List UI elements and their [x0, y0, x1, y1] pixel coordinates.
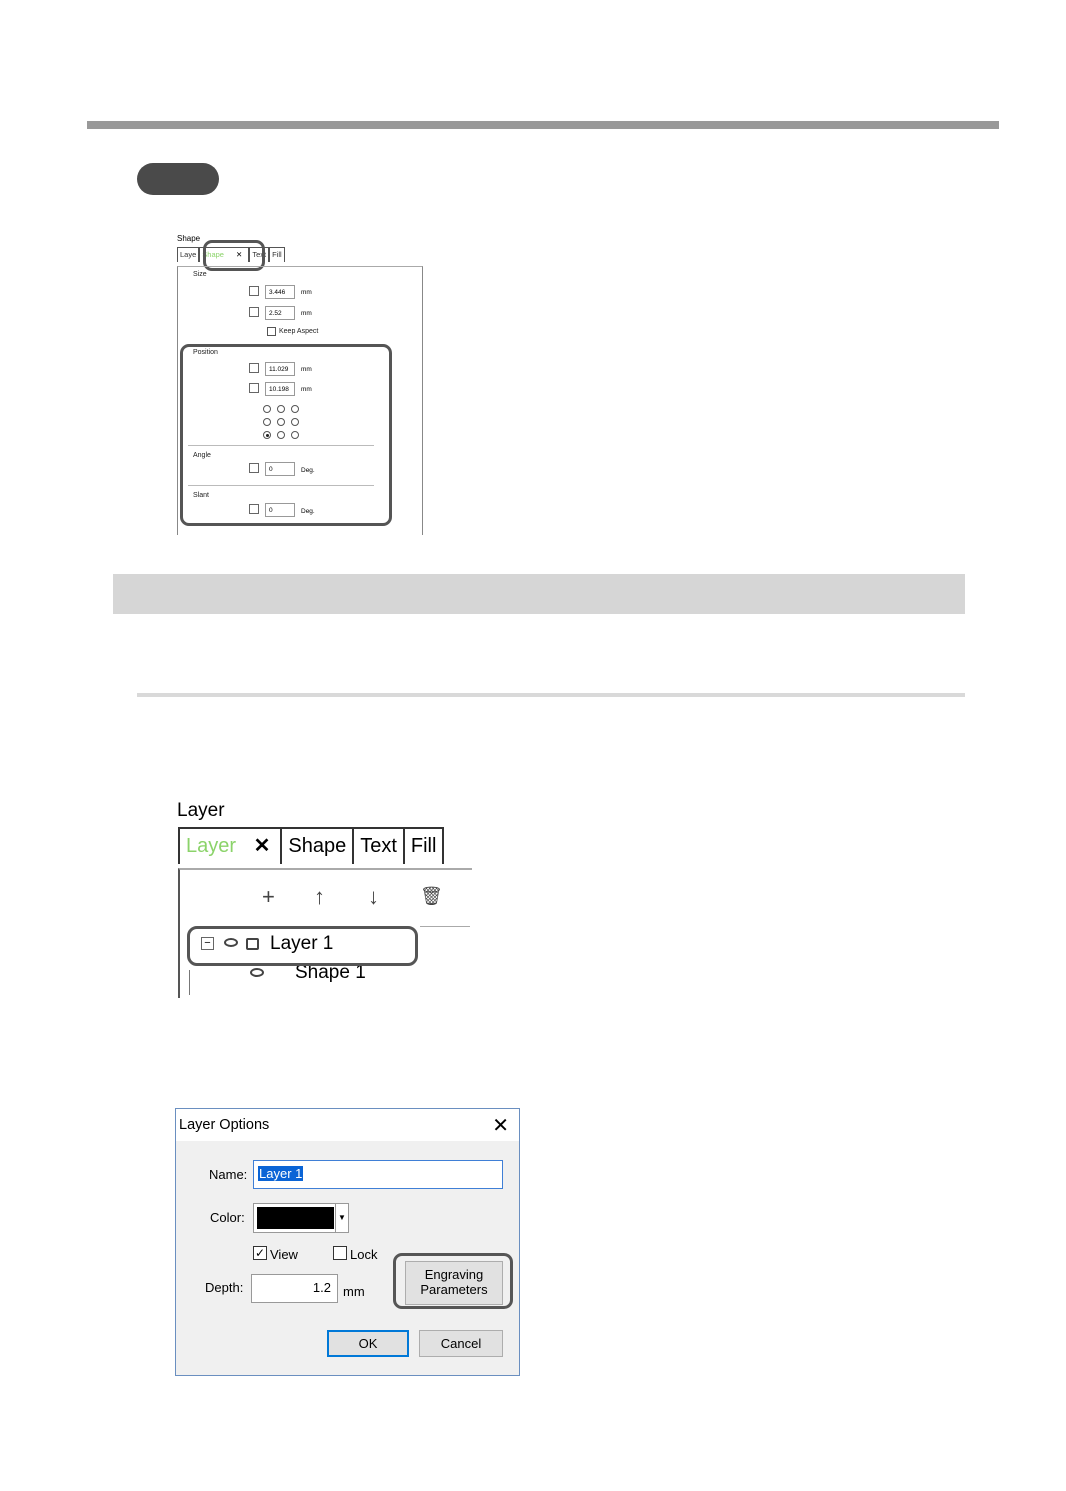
child-row-label[interactable]: Shape 1 — [295, 962, 366, 983]
close-icon[interactable]: ✕ — [253, 835, 271, 857]
layer-panel-tabs — [178, 827, 442, 864]
tab-text[interactable]: Text — [249, 247, 269, 262]
height-icon — [249, 307, 259, 317]
ok-button[interactable]: OK — [327, 1330, 409, 1357]
tab-layer[interactable]: Laye — [177, 247, 199, 262]
engraving-line-1: Engraving — [424, 1267, 484, 1282]
step-pill — [137, 163, 219, 195]
size-label: Size — [193, 271, 207, 278]
width-field[interactable]: 3.446 — [265, 285, 295, 299]
depth-label: Depth: — [205, 1280, 244, 1295]
tab-layer[interactable] — [178, 827, 282, 864]
angle-unit: Deg. — [301, 467, 315, 474]
width-unit: mm — [301, 289, 312, 296]
layer-options-dialog — [175, 1108, 520, 1376]
slant-label: Slant — [193, 492, 209, 499]
tab-layer-label: Layer — [186, 835, 237, 857]
tab-shape[interactable]: Shape — [280, 827, 354, 864]
add-layer-icon[interactable]: + — [262, 884, 275, 909]
close-icon[interactable]: ✕ — [492, 1115, 509, 1137]
section-divider — [137, 693, 965, 697]
chevron-down-icon: ▼ — [335, 1204, 348, 1232]
tree-line — [189, 970, 190, 995]
position-label: Position — [193, 349, 218, 356]
dialog-title: Layer Options — [179, 1117, 270, 1133]
layer-row-label[interactable]: Layer 1 — [270, 933, 334, 954]
shape-panel-screenshot — [176, 232, 426, 534]
slant-unit: Deg. — [301, 508, 315, 515]
lock-checkbox[interactable] — [333, 1246, 347, 1260]
position-x-unit: mm — [301, 366, 312, 373]
name-input[interactable] — [253, 1160, 503, 1189]
layer-panel-screenshot — [176, 800, 476, 995]
delete-icon[interactable]: 🗑 — [420, 886, 443, 906]
position-y-unit: mm — [301, 386, 312, 393]
layer-row-highlight — [187, 926, 418, 966]
lock-label: Lock — [350, 1247, 378, 1262]
name-value: Layer 1 — [259, 1166, 303, 1181]
move-down-icon[interactable]: ↓ — [368, 884, 379, 909]
collapse-icon[interactable]: − — [201, 937, 214, 950]
section-band — [113, 574, 965, 614]
tab-text[interactable]: Text — [352, 827, 405, 864]
close-icon[interactable]: ✕ — [236, 250, 243, 259]
layer-panel-title: Layer — [177, 800, 225, 821]
color-select[interactable] — [253, 1203, 349, 1233]
color-swatch — [257, 1207, 334, 1229]
name-label: Name: — [209, 1167, 248, 1182]
cancel-button[interactable]: Cancel — [419, 1330, 503, 1357]
view-label: View — [270, 1247, 298, 1262]
depth-unit: mm — [343, 1284, 365, 1299]
keep-aspect-label: Keep Aspect — [279, 328, 319, 335]
angle-field[interactable]: 0 — [265, 462, 295, 476]
engraving-button-highlight — [393, 1253, 513, 1309]
view-checkbox[interactable]: ✓ — [254, 1246, 266, 1260]
angle-label: Angle — [193, 452, 211, 459]
height-unit: mm — [301, 310, 312, 317]
tab-fill[interactable]: Fill — [403, 827, 445, 864]
depth-input[interactable]: 1.2 — [251, 1274, 338, 1303]
tab-fill[interactable]: Fill — [269, 247, 285, 262]
shape-panel-title: Shape — [177, 234, 201, 243]
tab-shape-label: Shape — [202, 250, 224, 259]
dialog-titlebar — [176, 1109, 519, 1141]
width-icon — [249, 286, 259, 296]
position-angle-slant-highlight — [180, 344, 392, 526]
engraving-line-2: Parameters — [420, 1282, 488, 1297]
move-up-icon[interactable]: ↑ — [314, 884, 325, 909]
position-y-field[interactable]: 10.198 — [265, 382, 295, 396]
header-rule — [87, 121, 999, 129]
position-x-field[interactable]: 11.029 — [265, 362, 295, 376]
eye-icon[interactable] — [250, 968, 264, 977]
slant-field[interactable]: 0 — [265, 503, 295, 517]
keep-aspect-checkbox[interactable] — [267, 327, 276, 336]
height-field[interactable]: 2.52 — [265, 306, 295, 320]
divider — [420, 926, 470, 927]
color-label: Color: — [210, 1210, 245, 1225]
